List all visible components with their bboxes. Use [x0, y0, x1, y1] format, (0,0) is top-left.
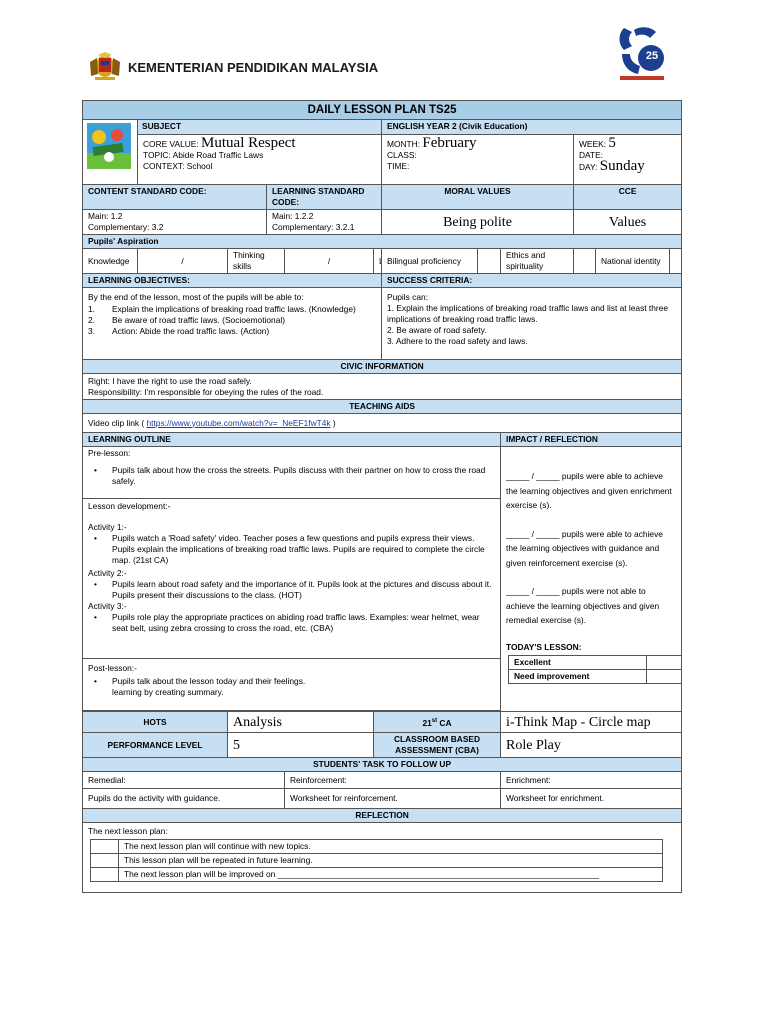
subject-label: SUBJECT	[138, 120, 382, 135]
learning-comp: Complementary: 3.2.1	[272, 222, 355, 232]
ca-value: i-Think Map - Circle map	[501, 712, 682, 733]
option-text: The next lesson plan will continue with new topics.	[119, 840, 663, 854]
pre-lesson-cell	[83, 447, 501, 499]
aids-cell	[83, 414, 682, 433]
post-lesson-item	[88, 676, 495, 687]
pre-lesson-label: Pre-lesson:	[88, 448, 131, 458]
activity-2-label: Activity 2:-	[88, 568, 127, 578]
activity-2-text: Pupils learn about road safety and the importance of it. Pupils look at the pictures and discuss about it. Pupils present their discussions to the class. (HOT)	[112, 579, 492, 600]
cba-label: CLASSROOM BASED ASSESSMENT (CBA)	[374, 733, 501, 758]
ts25-badge: 25	[645, 50, 659, 62]
next-lesson-options	[90, 839, 663, 882]
day: Sunday	[599, 158, 645, 174]
objective-number: 1.	[88, 304, 95, 314]
todays-lesson-label: TODAY'S LESSON:	[506, 641, 582, 652]
option-text: The next lesson plan will be improved on _____________________________________________________________________	[119, 868, 663, 882]
month-label: MONTH:	[387, 139, 421, 149]
objective-text: Action: Abide the road traffic laws. (Action)	[112, 326, 270, 336]
activity-1-text: Pupils watch a 'Road safety' video. Teacher poses a few questions and pupils express their views. Pupils explain the implications of breaking road traffic laws. Pupils are required to complete the circle map. (21st CA)	[112, 533, 485, 565]
enrichment-label: Enrichment:	[501, 772, 682, 789]
success-cell	[382, 288, 682, 360]
aspiration-leadership	[374, 249, 382, 274]
bullet-icon: •	[94, 465, 97, 475]
aspiration-ethics: Ethics and spirituality	[501, 249, 574, 274]
aspiration-mark-4	[574, 249, 596, 274]
activity-1-label: Activity 1:-	[88, 522, 127, 532]
content-comp: Complementary: 3.2	[88, 222, 164, 232]
core-value-label: CORE VALUE:	[143, 139, 199, 149]
moral-values-label: MORAL VALUES	[382, 185, 574, 210]
civic-cell	[83, 374, 682, 400]
aspiration-label: Pupils' Aspiration	[83, 235, 682, 249]
success-item: 1. Explain the implications of breaking road traffic laws and list at least three implications of breaking road traffic laws.	[387, 303, 669, 324]
week-cell	[574, 135, 682, 185]
ca-suffix: CA	[437, 717, 452, 728]
learning-standard-label: LEARNING STANDARD CODE:	[267, 185, 382, 210]
development-cell	[83, 499, 501, 659]
pre-lesson-item	[88, 465, 495, 487]
reflection-label: REFLECTION	[83, 809, 682, 823]
bullet-icon: •	[94, 676, 97, 686]
cba-value: Role Play	[501, 733, 682, 758]
activity-3	[88, 612, 495, 634]
aids-label: TEACHING AIDS	[83, 400, 682, 414]
objective-number: 2.	[88, 315, 95, 325]
success-item: 3. Adhere to the road safety and laws.	[387, 336, 528, 346]
civic-label: CIVIC INFORMATION	[83, 360, 682, 374]
impact-cell	[501, 447, 682, 712]
impact-3: _____ / _____ pupils were not able to achieve the learning objectives and given remedial exercise (s).	[506, 586, 660, 625]
post-lesson-cell	[83, 659, 501, 711]
ca-label: 21	[422, 717, 432, 728]
bullet-icon: •	[94, 533, 97, 543]
option-checkbox[interactable]	[91, 868, 119, 882]
bullet-icon: •	[94, 579, 97, 589]
reflection-cell	[83, 823, 682, 893]
reinforcement-label: Reinforcement:	[285, 772, 501, 789]
enrichment-task: Worksheet for enrichment.	[501, 789, 682, 809]
time-label: TIME:	[387, 161, 410, 171]
aspiration-mark-3	[478, 249, 501, 274]
lesson-plan-form	[82, 100, 682, 893]
aids-prefix: Video clip link (	[88, 417, 147, 428]
aspiration-mark-1: /	[138, 249, 228, 274]
excellent-label: Excellent	[509, 655, 647, 669]
hots-label: HOTS	[83, 712, 228, 733]
learning-standard	[267, 210, 382, 235]
todays-lesson-table	[508, 655, 682, 684]
activity-1	[88, 533, 495, 566]
objectives-intro: By the end of the lesson, most of the pupils will be able to:	[88, 292, 304, 302]
aspiration-mark-5	[670, 249, 682, 274]
content-standard-label: CONTENT STANDARD CODE:	[83, 185, 267, 210]
improvement-checkbox[interactable]	[647, 669, 682, 683]
civic-responsibility: Responsibility: I'm responsible for obeying the rules of the road.	[88, 387, 324, 397]
activity-3-label: Activity 3:-	[88, 601, 127, 611]
aspiration-national: National identity	[596, 249, 670, 274]
core-value: Mutual Respect	[201, 135, 296, 151]
option-checkbox[interactable]	[91, 840, 119, 854]
post-lesson-text: Pupils talk about the lesson today and their feelings.	[112, 676, 306, 686]
success-label: SUCCESS CRITERIA:	[382, 274, 682, 288]
day-label: DAY:	[579, 162, 598, 172]
impact-2: _____ / _____ pupils were able to achieve the learning objectives with guidance and given reinforcement exercise (s).	[506, 528, 663, 568]
topic: TOPIC: Abide Road Traffic Laws	[143, 150, 264, 160]
option-text: This lesson plan will be repeated in future learning.	[119, 854, 663, 868]
success-item: 2. Be aware of road safety.	[387, 325, 487, 335]
week: 5	[608, 135, 616, 151]
subject-image	[83, 120, 138, 185]
objectives-cell	[83, 288, 382, 360]
activity-3-text: Pupils role play the appropriate practices on abiding road traffic laws. Examples: wear helmet, wear seat belt, using zebra crossing to cross the road, etc. (CBA)	[112, 612, 480, 633]
impact-1: _____ / _____ pupils were able to achieve the learning objectives and given enrichment exercise (s).	[506, 471, 672, 510]
reinforcement-task: Worksheet for reinforcement.	[285, 789, 501, 809]
plan-title: DAILY LESSON PLAN TS25	[83, 101, 682, 120]
aspiration-mark-2: /	[285, 249, 374, 274]
pre-lesson-text: Pupils talk about how the cross the streets. Pupils discuss with their partner on how to cross the road safely.	[112, 465, 486, 486]
date-label: DATE:	[579, 150, 604, 160]
aspiration-thinking: Thinking skills	[228, 249, 285, 274]
impact-label: IMPACT / REFLECTION	[501, 433, 682, 447]
cce-value: Values	[574, 210, 682, 235]
excellent-checkbox[interactable]	[647, 655, 682, 669]
development-label: Lesson development:-	[88, 501, 171, 511]
performance-value: 5	[228, 733, 374, 758]
content-main: Main: 1.2	[88, 211, 123, 221]
video-link[interactable]: https://www.youtube.com/watch?v=_NeEF1fwT4k	[146, 417, 331, 428]
moral-value: Being polite	[382, 210, 574, 235]
objective-number: 3.	[88, 326, 95, 336]
objectives-label: LEARNING OBJECTIVES:	[83, 274, 382, 288]
class-label: CLASS:	[387, 150, 417, 160]
activity-2	[88, 579, 495, 601]
hots-value: Analysis	[228, 712, 374, 733]
ca-label-cell	[374, 712, 501, 733]
aspiration-bilingual: Bilingual proficiency	[382, 249, 478, 274]
ca-sup: st	[431, 717, 438, 724]
improvement-label: Need improvement	[509, 669, 647, 683]
performance-label: PERFORMANCE LEVEL	[83, 733, 228, 758]
bullet-icon: •	[94, 612, 97, 622]
followup-label: STUDENTS' TASK TO FOLLOW UP	[83, 758, 682, 772]
learning-main: Main: 1.2.2	[272, 211, 314, 221]
core-value-cell	[138, 135, 382, 185]
objective-item	[88, 315, 376, 326]
aspiration-knowledge: Knowledge	[83, 249, 138, 274]
next-lesson-label: The next lesson plan:	[88, 826, 168, 836]
week-label: WEEK:	[579, 139, 606, 149]
objective-item	[88, 326, 376, 337]
content-standard	[83, 210, 267, 235]
remedial-label: Remedial:	[83, 772, 285, 789]
option-checkbox[interactable]	[91, 854, 119, 868]
aids-suffix: )	[330, 417, 336, 428]
post-lesson-label: Post-lesson:-	[88, 663, 137, 673]
ministry-name: KEMENTERIAN PENDIDIKAN MALAYSIA	[128, 60, 379, 75]
month: February	[422, 135, 477, 151]
subject-value: ENGLISH YEAR 2 (Civik Education)	[382, 120, 682, 135]
ministry-crest	[88, 52, 122, 82]
month-cell	[382, 135, 574, 185]
post-lesson-item-2: learning by creating summary.	[112, 687, 224, 697]
ts25-logo	[614, 24, 670, 82]
objective-text: Be aware of road traffic laws. (Socioemotional)	[112, 315, 286, 325]
remedial-task: Pupils do the activity with guidance.	[83, 789, 285, 809]
outline-label: LEARNING OUTLINE	[83, 433, 501, 447]
cce-label: CCE	[574, 185, 682, 210]
objective-item	[88, 304, 376, 315]
civic-right: Right: I have the right to use the road safely.	[88, 376, 252, 386]
context: CONTEXT: School	[143, 161, 213, 171]
objective-text: Explain the implications of breaking road traffic laws. (Knowledge)	[112, 304, 356, 314]
success-intro: Pupils can:	[387, 292, 428, 302]
